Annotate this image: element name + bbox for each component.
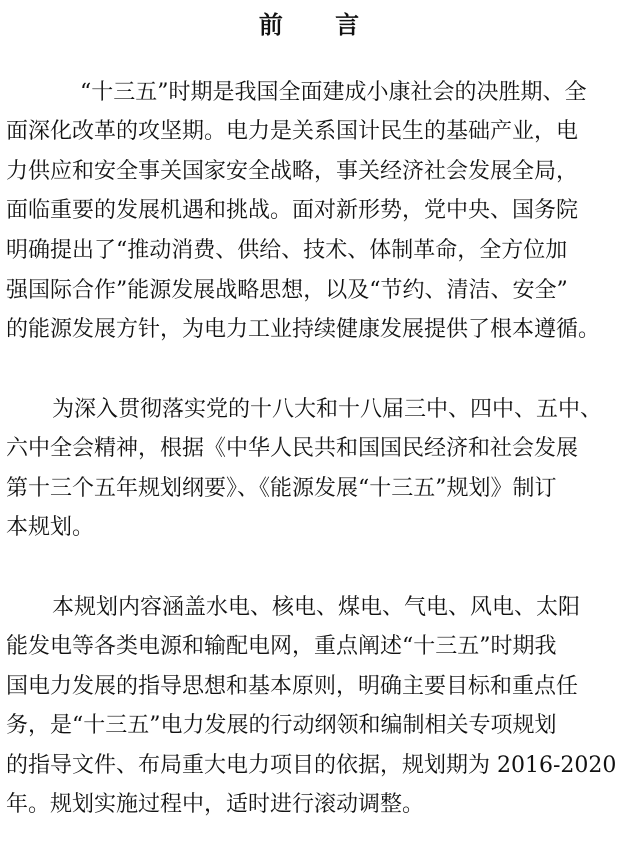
paragraph-line: 年。规划实施过程中，适时进行滚动调整。 — [6, 792, 425, 817]
paragraph-line: 明确提出了“推动消费、供给、技术、体制革命，全方位加 — [6, 238, 568, 263]
paragraph-line: 强国际合作”能源发展战略思想，以及“节约、清洁、安全” — [6, 278, 568, 303]
paragraph-line: 本规划内容涵盖水电、核电、煤电、气电、风电、太阳 — [52, 595, 581, 620]
paragraph-line: 为深入贯彻落实党的十八大和十八届三中、四中、五中、 — [52, 397, 603, 422]
paragraph-line: 本规划。 — [6, 515, 95, 540]
paragraph-line: 力供应和安全事关国家安全战略，事关经济社会发展全局， — [6, 159, 579, 184]
paragraph-line: 面深化改革的攻坚期。电力是关系国计民生的基础产业，电 — [6, 119, 579, 144]
page-title: 前 言 — [258, 11, 382, 39]
paragraph-line: 务，是“十三五”电力发展的行动纲领和编制相关专项规划 — [6, 713, 557, 738]
paragraph-line: 的能源发展方针，为电力工业持续健康发展提供了根本遵循。 — [6, 317, 601, 342]
paragraph-line: 能发电等各类电源和输配电网，重点阐述“十三五”时期我 — [6, 634, 557, 659]
paragraph-line: 的指导文件、布局重大电力项目的依据，规划期为 2016-2020 — [6, 753, 617, 778]
paragraph-line: “十三五”时期是我国全面建成小康社会的决胜期、全 — [80, 80, 587, 105]
paragraph-line: 国电力发展的指导思想和基本原则，明确主要目标和重点任 — [6, 674, 579, 699]
paragraph-line: 六中全会精神，根据《中华人民共和国国民经济和社会发展 — [6, 436, 579, 461]
paragraph-line: 第十三个五年规划纲要》、《能源发展“十三五”规划》制订 — [6, 476, 557, 501]
paragraph-line: 面临重要的发展机遇和挑战。面对新形势，党中央、国务院 — [6, 198, 579, 223]
